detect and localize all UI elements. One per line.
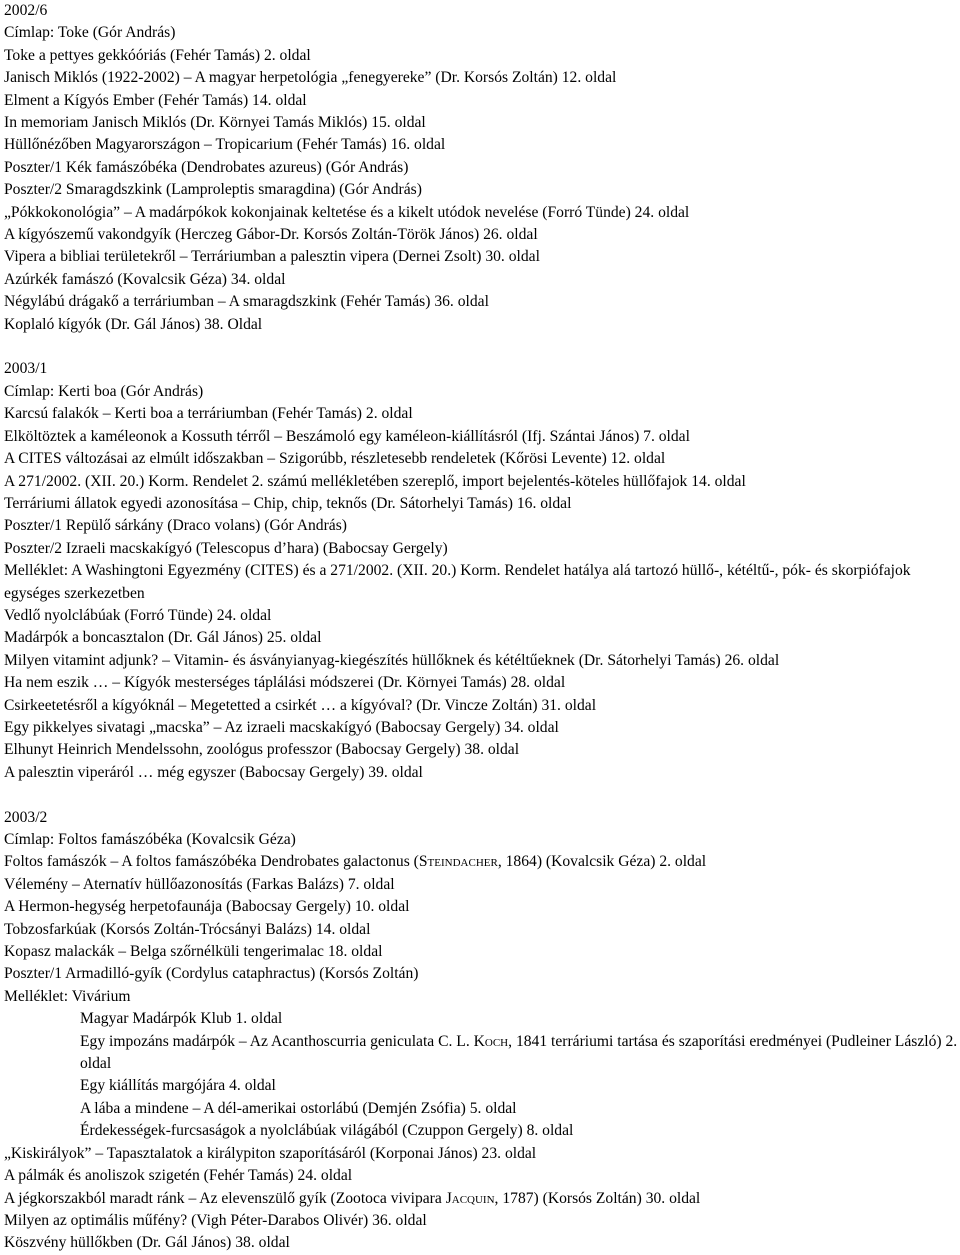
toc-entry: A pálmák és anoliszok szigetén (Fehér Tamás) 24. oldal [4,1167,353,1185]
toc-entry: Elköltöztek a kaméleonok a Kossuth térről – Beszámoló egy kaméleon-kiállításról (Ifj. Szántai János) 7. oldal [4,427,690,445]
toc-entry: Hüllőnézőben Magyarországon – Tropicarium (Fehér Tamás) 16. oldal [4,136,446,154]
author-name-smallcaps: Koch [473,1032,509,1050]
toc-entry: Poszter/2 Smaragdszkink (Lamproleptis smaragdina) (Gór András) [4,181,422,199]
toc-entry: Milyen vitamint adjunk? – Vitamin- és ásványianyag-kiegészítés hüllőknek és kétéltűeknek (Dr. Sátorhelyi Tamás) 26. oldal [4,651,780,669]
toc-entry: Csirkeetetésről a kígyóknál – Megetetted a csirkét … a kígyóval? (Dr. Vincze Zoltán) 31. oldal [4,696,597,714]
toc-entry [4,851,958,873]
toc-entry: A palesztin viperáról … még egyszer (Babocsay Gergely) 39. oldal [4,763,423,781]
toc-entry: Koplaló kígyók (Dr. Gál János) 38. Oldal [4,315,263,333]
vivarium-entry: Magyar Madárpók Klub 1. oldal [80,1010,283,1028]
toc-entry: Poszter/2 Izraeli macskakígyó (Telescopus d’hara) (Babocsay Gergely) [4,539,448,557]
author-name-smallcaps: Steindacher [418,853,498,871]
toc-entry: A CITES változásai az elmúlt időszakban – Szigorúbb, részletesebb rendeletek (Kőrösi Levente) 12. oldal [4,450,666,468]
toc-entry: Melléklet: A Washingtoni Egyezmény (CITES) és a 271/2002. (XII. 20.) Korm. Rendelet hatálya alá tartozó hüllő-, kétéltű-, pók- és skorpiófajok egységes szerkezetben [4,562,911,602]
toc-entry: Elment a Kígyós Ember (Fehér Tamás) 14. oldal [4,91,307,109]
vivarium-entry: A lába a mindene – A dél-amerikai ostorlábú (Demjén Zsófia) 5. oldal [80,1099,517,1117]
toc-entry: Terráriumi állatok egyedi azonosítása – Chip, chip, teknős (Dr. Sátorhelyi Tamás) 16. oldal [4,494,572,512]
toc-entry: Címlap: Kerti boa (Gór András) [4,382,204,400]
toc-entry: „Kiskirályok” – Tapasztalatok a királypiton szaporításáról (Korponai János) 23. oldal [4,1144,537,1162]
toc-entry: Janisch Miklós (1922-2002) – A magyar herpetológia „fenegyereke” (Dr. Korsós Zoltán) 12. oldal [4,69,617,87]
toc-entry: A 271/2002. (XII. 20.) Korm. Rendelet 2. számú mellékletében szereplő, import bejelentés-köteles hüllőfajok 14. oldal [4,472,746,490]
toc-entry: Vélemény – Aternatív hüllőazonosítás (Farkas Balázs) 7. oldal [4,875,395,893]
entry-text: Foltos famászók – A foltos famászóbéka Dendrobates galactonus ( [4,853,419,871]
toc-entry: Kopasz malackák – Belga szőrnélküli tengerimalac 18. oldal [4,943,383,961]
toc-entry: Poszter/1 Repülő sárkány (Draco volans) (Gór András) [4,517,347,535]
vivarium-entry: Érdekességek-furcsaságok a nyolclábúak világából (Czuppon Gergely) 8. oldal [80,1122,574,1140]
toc-entry: Vedlő nyolclábúak (Forró Tünde) 24. oldal [4,606,272,624]
toc-entry: Ha nem eszik … – Kígyók mesterséges táplálási módszerei (Dr. Környei Tamás) 28. oldal [4,674,566,692]
toc-entry: Címlap: Foltos famászóbéka (Kovalcsik Géza) [4,831,296,848]
toc-entry: Címlap: Toke (Gór András) [4,24,176,42]
toc-entry: Elhunyt Heinrich Mendelssohn, zoológus professzor (Babocsay Gergely) 38. oldal [4,741,520,759]
toc-entry: Poszter/1 Armadilló-gyík (Cordylus cataphractus) (Korsós Zoltán) [4,965,419,983]
toc-entry: Karcsú falakók – Kerti boa a terráriumban (Fehér Tamás) 2. oldal [4,405,413,423]
toc-entry: Egy pikkelyes sivatagi „macska” – Az izraeli macskakígyó (Babocsay Gergely) 34. oldal [4,718,559,736]
toc-entry: Poszter/1 Kék famászóbéka (Dendrobates azureus) (Gór András) [4,158,409,176]
issue-heading-2003-2: 2003/2 [4,808,48,826]
issue-heading-2002-6: 2002/6 [4,2,48,19]
toc-entry: Négylábú drágakő a terráriumban – A smaragdszkink (Fehér Tamás) 36. oldal [4,293,489,311]
toc-entry: In memoriam Janisch Miklós (Dr. Környei Tamás Miklós) 15. oldal [4,114,426,132]
toc-entry: „Pókkokonológia” – A madárpókok kokonjainak keltetése és a kikelt utódok nevelése (Forró Tünde) 24. oldal [4,203,690,221]
toc-entry: Milyen az optimális műfény? (Vigh Péter-Darabos Olivér) 36. oldal [4,1211,427,1229]
toc-entry: Tobzosfarkúak (Korsós Zoltán-Trócsányi Balázs) 14. oldal [4,920,371,938]
entry-text: Egy impozáns madárpók – Az Acanthoscurria geniculata C. L. [80,1032,474,1050]
entry-text: A jégkorszakból maradt ránk – Az elevenszülő gyík (Zootoca vivipara [4,1189,446,1207]
entry-text: , 1787) (Korsós Zoltán) 30. oldal [494,1189,701,1207]
toc-entry: Azúrkék famászó (Kovalcsik Géza) 34. oldal [4,270,286,288]
toc-entry [4,1188,958,1210]
section-spacer [4,784,958,806]
toc-entry: A kígyószemű vakondgyík (Herczeg Gábor-Dr. Korsós Zoltán-Török János) 26. oldal [4,226,538,244]
entry-text: , 1841 terráriumi tartása és szaporítási eredményei (Pudleiner László) 2. oldal [80,1032,958,1073]
toc-entry: Melléklet: Vivárium [4,987,131,1005]
issue-heading-2003-1: 2003/1 [4,360,48,378]
toc-entry: Madárpók a boncasztalon (Dr. Gál János) 25. oldal [4,629,322,647]
toc-entry: Vipera a bibliai területekről – Terráriumban a palesztin vipera (Dernei Zsolt) 30. oldal [4,248,540,266]
vivarium-entry: Egy kiállítás margójára 4. oldal [80,1077,276,1095]
section-spacer [4,336,958,358]
author-name-smallcaps: Jacquin [445,1189,495,1207]
vivarium-entry [4,1031,958,1076]
toc-entry: Toke a pettyes gekkóóriás (Fehér Tamás) 2. oldal [4,46,311,64]
toc-entry: A Hermon-hegység herpetofaunája (Babocsay Gergely) 10. oldal [4,898,410,916]
document-body [4,0,958,1255]
entry-text: , 1864) (Kovalcsik Géza) 2. oldal [497,853,707,871]
toc-entry: Köszvény hüllőkben (Dr. Gál János) 38. oldal [4,1234,290,1252]
